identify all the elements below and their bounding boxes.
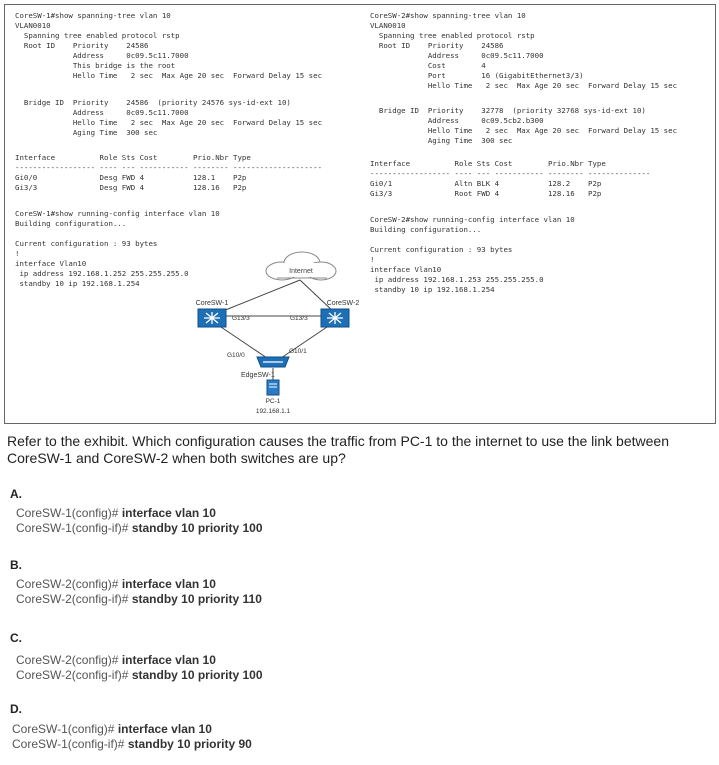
coresw2-running-config: CoreSW-2#show running-config interface vlan 10 Building configuration... Current configuration : 93 bytes ! interface Vlan10 ip address 192.168.1.253 255.255.255.0 standby 10 ip 192.168.1.254 [370,215,575,294]
edgesw-switch-icon [257,357,289,367]
coresw1-stp-output: CoreSW-1#show spanning-tree vlan 10 VLAN0010 Spanning tree enabled protocol rstp Root ID Priority 24586 Address 0c09.5c11.7000 This bridge is the root Hello Time 2 sec Max Age 20 sec Forward Delay 15 sec [15,11,323,80]
edgesw-label: EdgeSW-1 [241,372,275,379]
exhibit-panel [4,4,716,424]
link-internet-coresw2 [300,280,335,313]
option-letter: A. [10,487,22,501]
cmd-prompt: CoreSW-1(config)# [12,722,118,736]
cmd-text: interface vlan 10 [121,653,216,667]
cmd-prompt: CoreSW-2(config-if)# [16,668,132,682]
cmd-prompt: CoreSW-1(config)# [16,506,122,520]
cmd-text: interface vlan 10 [121,577,216,591]
option-b[interactable] [10,558,22,572]
option-c-commands [16,653,263,683]
cmd-text: interface vlan 10 [121,506,216,520]
pc-icon [267,380,279,395]
option-letter: C. [10,631,22,645]
cmd-prompt: CoreSW-1(config-if)# [16,521,132,535]
link-internet-coresw1 [218,280,300,313]
network-topology [5,5,715,423]
coresw1-gi33-label: G13/3 [232,315,250,322]
pc-label: PC-1 [265,398,281,405]
cmd-text: standby 10 priority 100 [131,521,263,535]
question-text: Refer to the exhibit. Which configuration causes the traffic from PC-1 to the internet to use the link between CoreSW-1 and CoreSW-2 when both switches are up? [7,433,669,466]
option-a[interactable] [10,487,22,501]
option-letter: D. [10,702,22,716]
edgesw-gi01-label: G10/1 [289,348,307,355]
pc-ip-label: 192.168.1.1 [255,408,291,415]
option-letter: B. [10,558,22,572]
coresw2-stp-output: CoreSW-2#show spanning-tree vlan 10 VLAN0010 Spanning tree enabled protocol rstp Root ID Priority 24586 Address 0c09.5c11.7000 Cost 4 Port 16 (GigabitEthernet3/3) Hello Time 2 sec Max Age 20 sec Forward Delay 15 sec [370,11,678,90]
cmd-text: standby 10 priority 90 [127,737,252,751]
coresw1-bridge-id: Bridge ID Priority 24586 (priority 24576 sys-id-ext 10) Address 0c09.5c11.7000 Hello Time 2 sec Max Age 20 sec Forward Delay 15 sec Aging Time 300 sec [23,98,323,137]
internet-cloud-icon [266,252,336,280]
cmd-text: standby 10 priority 100 [131,668,263,682]
coresw1-label: CoreSW-1 [195,300,229,307]
cmd-text: standby 10 priority 110 [131,592,262,606]
cmd-prompt: CoreSW-1(config-if)# [12,737,128,751]
coresw2-label: CoreSW-2 [326,300,360,307]
cmd-text: interface vlan 10 [117,722,212,736]
cmd-prompt: CoreSW-2(config-if)# [16,592,132,606]
coresw2-switch-icon [321,309,349,327]
option-d[interactable] [10,702,22,716]
coresw2-bridge-id: Bridge ID Priority 32778 (priority 32768 sys-id-ext 10) Address 0c09.5cb2.b300 Hello Time 2 sec Max Age 20 sec Forward Delay 15 sec Aging Time 300 sec [378,106,678,145]
option-c[interactable] [10,631,22,645]
cmd-prompt: CoreSW-2(config)# [16,653,122,667]
coresw1-interface-table: Interface Role Sts Cost Prio.Nbr Type ------------------ ---- --- ----------- -------- -------------------- Gi0/0 Desg FWD 4 128.1 P2p Gi3/3 Desg FWD 4 128.16 P2p [15,153,323,192]
option-d-commands [12,722,252,752]
cmd-prompt: CoreSW-2(config)# [16,577,122,591]
coresw1-switch-icon [198,309,226,327]
option-a-commands [16,506,263,536]
coresw1-running-config: CoreSW-1#show running-config interface vlan 10 Building configuration... Current configuration : 93 bytes ! interface Vlan10 ip address 192.168.1.252 255.255.255.0 standby 10 ip 192.168.1.254 [15,209,220,288]
coresw2-gi33-label: G13/3 [290,315,308,322]
internet-label: Internet [289,268,313,275]
coresw2-interface-table: Interface Role Sts Cost Prio.Nbr Type ------------------ ---- --- ----------- -------- -------------- Gi0/1 Altn BLK 4 128.2 P2p Gi3/3 Root FWD 4 128.16 P2p [370,159,651,198]
edgesw-gi00-label: G10/0 [227,352,245,359]
option-b-commands [16,577,262,607]
